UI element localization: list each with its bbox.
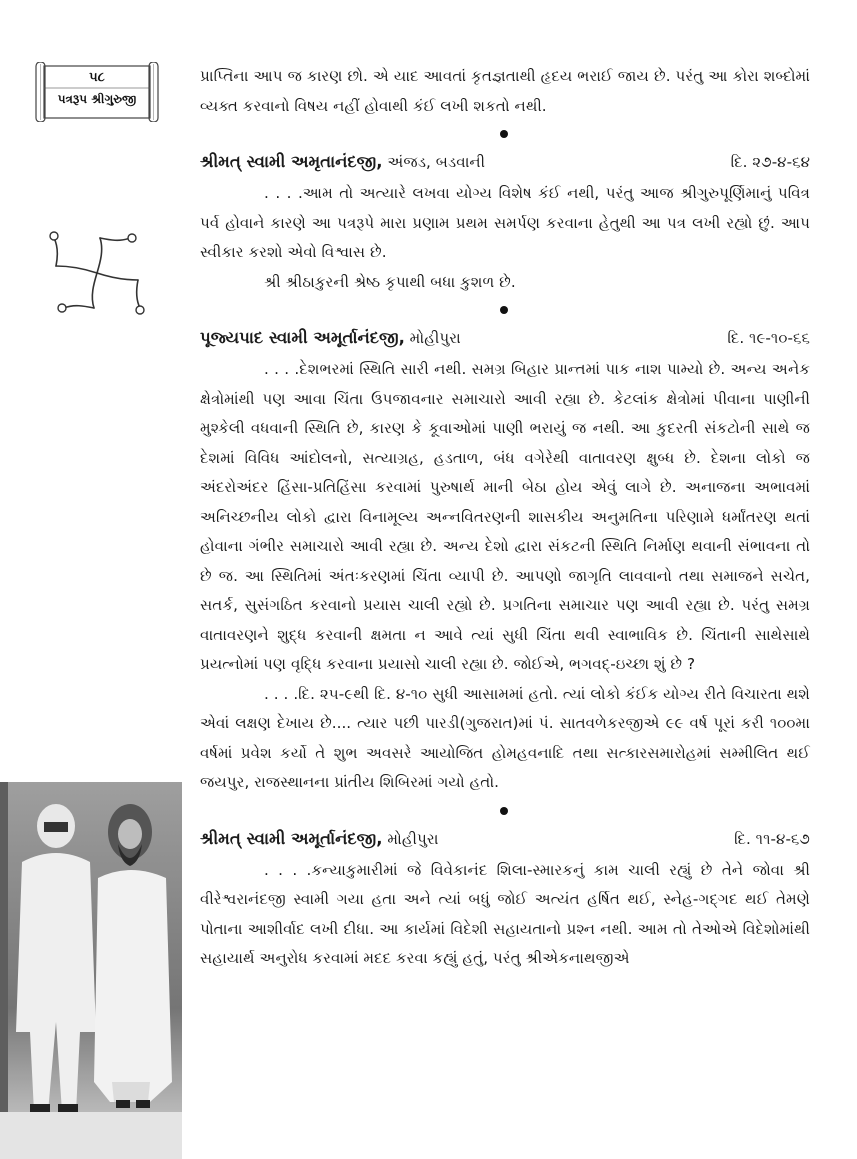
sender-place: અંજડ, બડવાની bbox=[382, 153, 486, 171]
letter-header bbox=[200, 822, 810, 856]
letter-date: દિ. ૧૧-૪-૬૭ bbox=[734, 829, 810, 848]
photograph bbox=[0, 782, 182, 1159]
letter-paragraph: . . . .કન્યાકુમારીમાં જે વિવેકાનંદ શિલા-સ્મારકનું કામ ચાલી રહ્યું છે તેને જોવા શ્રી વીરેશ્વરાનંદજી સ્વામી ગયા હતા અને ત્યાં બધું જોઈ અત્યંત હર્ષિત થઈ, સ્નેહ-ગદ્ગદ થઈ તેમણે પોતાના આશીર્વાદ લખી દીધા. આ કાર્યમાં વિદેશી સહાયતાનો પ્રશ્ન નથી. આમ તો તેઓએ વિદેશોમાંથી સહાયાર્થ અનુરોધ કરવામાં મદદ કરવા કહ્યું હતું, પરંતુ શ્રીએકનાથજીએ bbox=[200, 860, 810, 967]
sender-name: શ્રીમત્ સ્વામી અમૂર્તાનંદજી, bbox=[200, 828, 383, 848]
intro-paragraph: પ્રાપ્તિના આપ જ કારણ છો. એ યાદ આવતાં કૃતજ્ઞતાથી હૃદય ભરાઈ જાય છે. પરંતુ આ કોરા શબ્દોમાં વ્યક્ત કરવાનો વિષય નહીં હોવાથી કંઈ લખી શકતો નથી. bbox=[200, 67, 810, 115]
sender-place: મોહીપુરા bbox=[404, 329, 461, 347]
letter-paragraph: . . . .દિ. ૨૫-૯થી દિ. ૪-૧૦ સુધી આસામમાં હતો. ત્યાં લોકો કંઈક યોગ્ય રીતે વિચારતા થશે એવાં લક્ષણ દેખાય છે.... ત્યાર પછી પારડી(ગુજરાત)માં પં. સાતવળેકરજીએ ૯૯ વર્ષ પૂરાં કરી ૧૦૦મા વર્ષમાં પ્રવેશ કર્યો તે શુભ અવસરે આયોજિત હોમહવનાદિ તથા સત્કારસમારોહમાં સમ્મીલિત થઈ જયપુર, રાજસ્થાનના પ્રાંતીય શિબિરમાં ગયો હતો. bbox=[200, 684, 810, 791]
running-title: પત્રરૂપ શ્રીગુરુજી bbox=[57, 92, 137, 106]
letter-date: દિ. ૨૭-૪-૬૪ bbox=[730, 153, 810, 171]
section-separator-bullet bbox=[200, 798, 810, 822]
page-number: ૫૮ bbox=[89, 70, 105, 85]
section-separator-bullet bbox=[200, 121, 810, 145]
letter-paragraph: . . . .દેશભરમાં સ્થિતિ સારી નથી. સમગ્ર બિહાર પ્રાન્તમાં પાક નાશ પામ્યો છે. અન્ય અનેક ક્ષેત્રોમાંથી પણ આવા ચિંતા ઉપજાવનાર સમાચારો આવી રહ્યા છે. કેટલાંક ક્ષેત્રોમાં પીવાના પાણીની મુશ્કેલી વધવાની સ્થિતિ છે, કારણ કે કૂવાઓમાં પાણી ભરાયું જ નથી. આ કુદરતી સંકટોની સાથે જ દેશમાં વિવિધ આંદોલનો, સત્યાગ્રહ, હડતાળ, બંધ વગેરેથી વાતાવરણ ક્ષુબ્ધ છે. દેશના લોકો જ અંદરોઅંદર હિંસા-પ્રતિહિંસા કરવામાં પુરુષાર્થ માની બેઠા હોય એવું લાગે છે. અનાજના અભાવમાં અનિચ્છનીય લોકો દ્વારા વિનામૂલ્ય અન્નવિતરણની શાસકીય અનુમતિના પરિણામે ધર્માંતરણ થતાં હોવાના ગંભીર સમાચારો આવી રહ્યા છે. અન્ય દેશો દ્વારા સંકટની સ્થિતિ નિર્માણ થવાની સંભાવના તો છે જ. આ સ્થિતિમાં અંતઃકરણમાં ચિંતા વ્યાપી છે. આપણો જાગૃતિ લાવવાનો તથા સમાજને સચેત, સતર્ક, સુસંગઠિત કરવાનો પ્રયાસ ચાલી રહ્યો છે. પ્રગતિના સમાચાર પણ આવી રહ્યા છે. પરંતુ સમગ્ર વાતાવરણને શુદ્ધ કરવાની ક્ષમતા ન આવે ત્યાં સુધી ચિંતા થવી સ્વાભાવિક છે. ચિંતાની સાથેસાથે પ્રયત્નોમાં પણ વૃદ્ધિ કરવાના પ્રયાસો ચાલી રહ્યા છે. જોઈએ, ભગવદ્-ઇચ્છા શું છે ? bbox=[200, 360, 810, 673]
letter-header bbox=[200, 321, 810, 355]
letter-paragraph: . . . .આમ તો અત્યારે લખવા યોગ્ય વિશેષ કંઈ નથી, પરંતુ આજ શ્રીગુરુપૂર્ણિમાનું પવિત્ર પર્વ હોવાને કારણે આ પત્રરૂપે મારા પ્રણામ પ્રથમ સમર્પણ કરવાના હેતુથી આ પત્ર લખી રહ્યો છું. આપ સ્વીકાર કરશો એવો વિશ્વાસ છે. bbox=[200, 184, 810, 261]
letter-sender bbox=[200, 145, 485, 179]
letter-sender bbox=[200, 822, 438, 856]
page-number-scroll bbox=[30, 62, 164, 122]
section-separator-bullet bbox=[200, 297, 810, 321]
swastika-ornament-icon bbox=[40, 228, 154, 318]
sender-name: શ્રીમત્ સ્વામી અમૃતાનંદજી, bbox=[200, 152, 383, 171]
letter-header bbox=[200, 145, 810, 179]
letter-sender bbox=[200, 321, 461, 355]
sender-name: પૂજ્યપાદ સ્વામી અમૂર્તાનંદજી, bbox=[200, 328, 405, 347]
letter-date: દિ. ૧૯-૧૦-૬૬ bbox=[727, 329, 810, 347]
letter-content bbox=[200, 62, 810, 974]
sender-place: મોહીપુરા bbox=[382, 829, 439, 848]
letter-closing: શ્રી શ્રીઠાકુરની શ્રેષ્ઠ કૃપાથી બધા કુશળ છે. bbox=[264, 272, 516, 291]
